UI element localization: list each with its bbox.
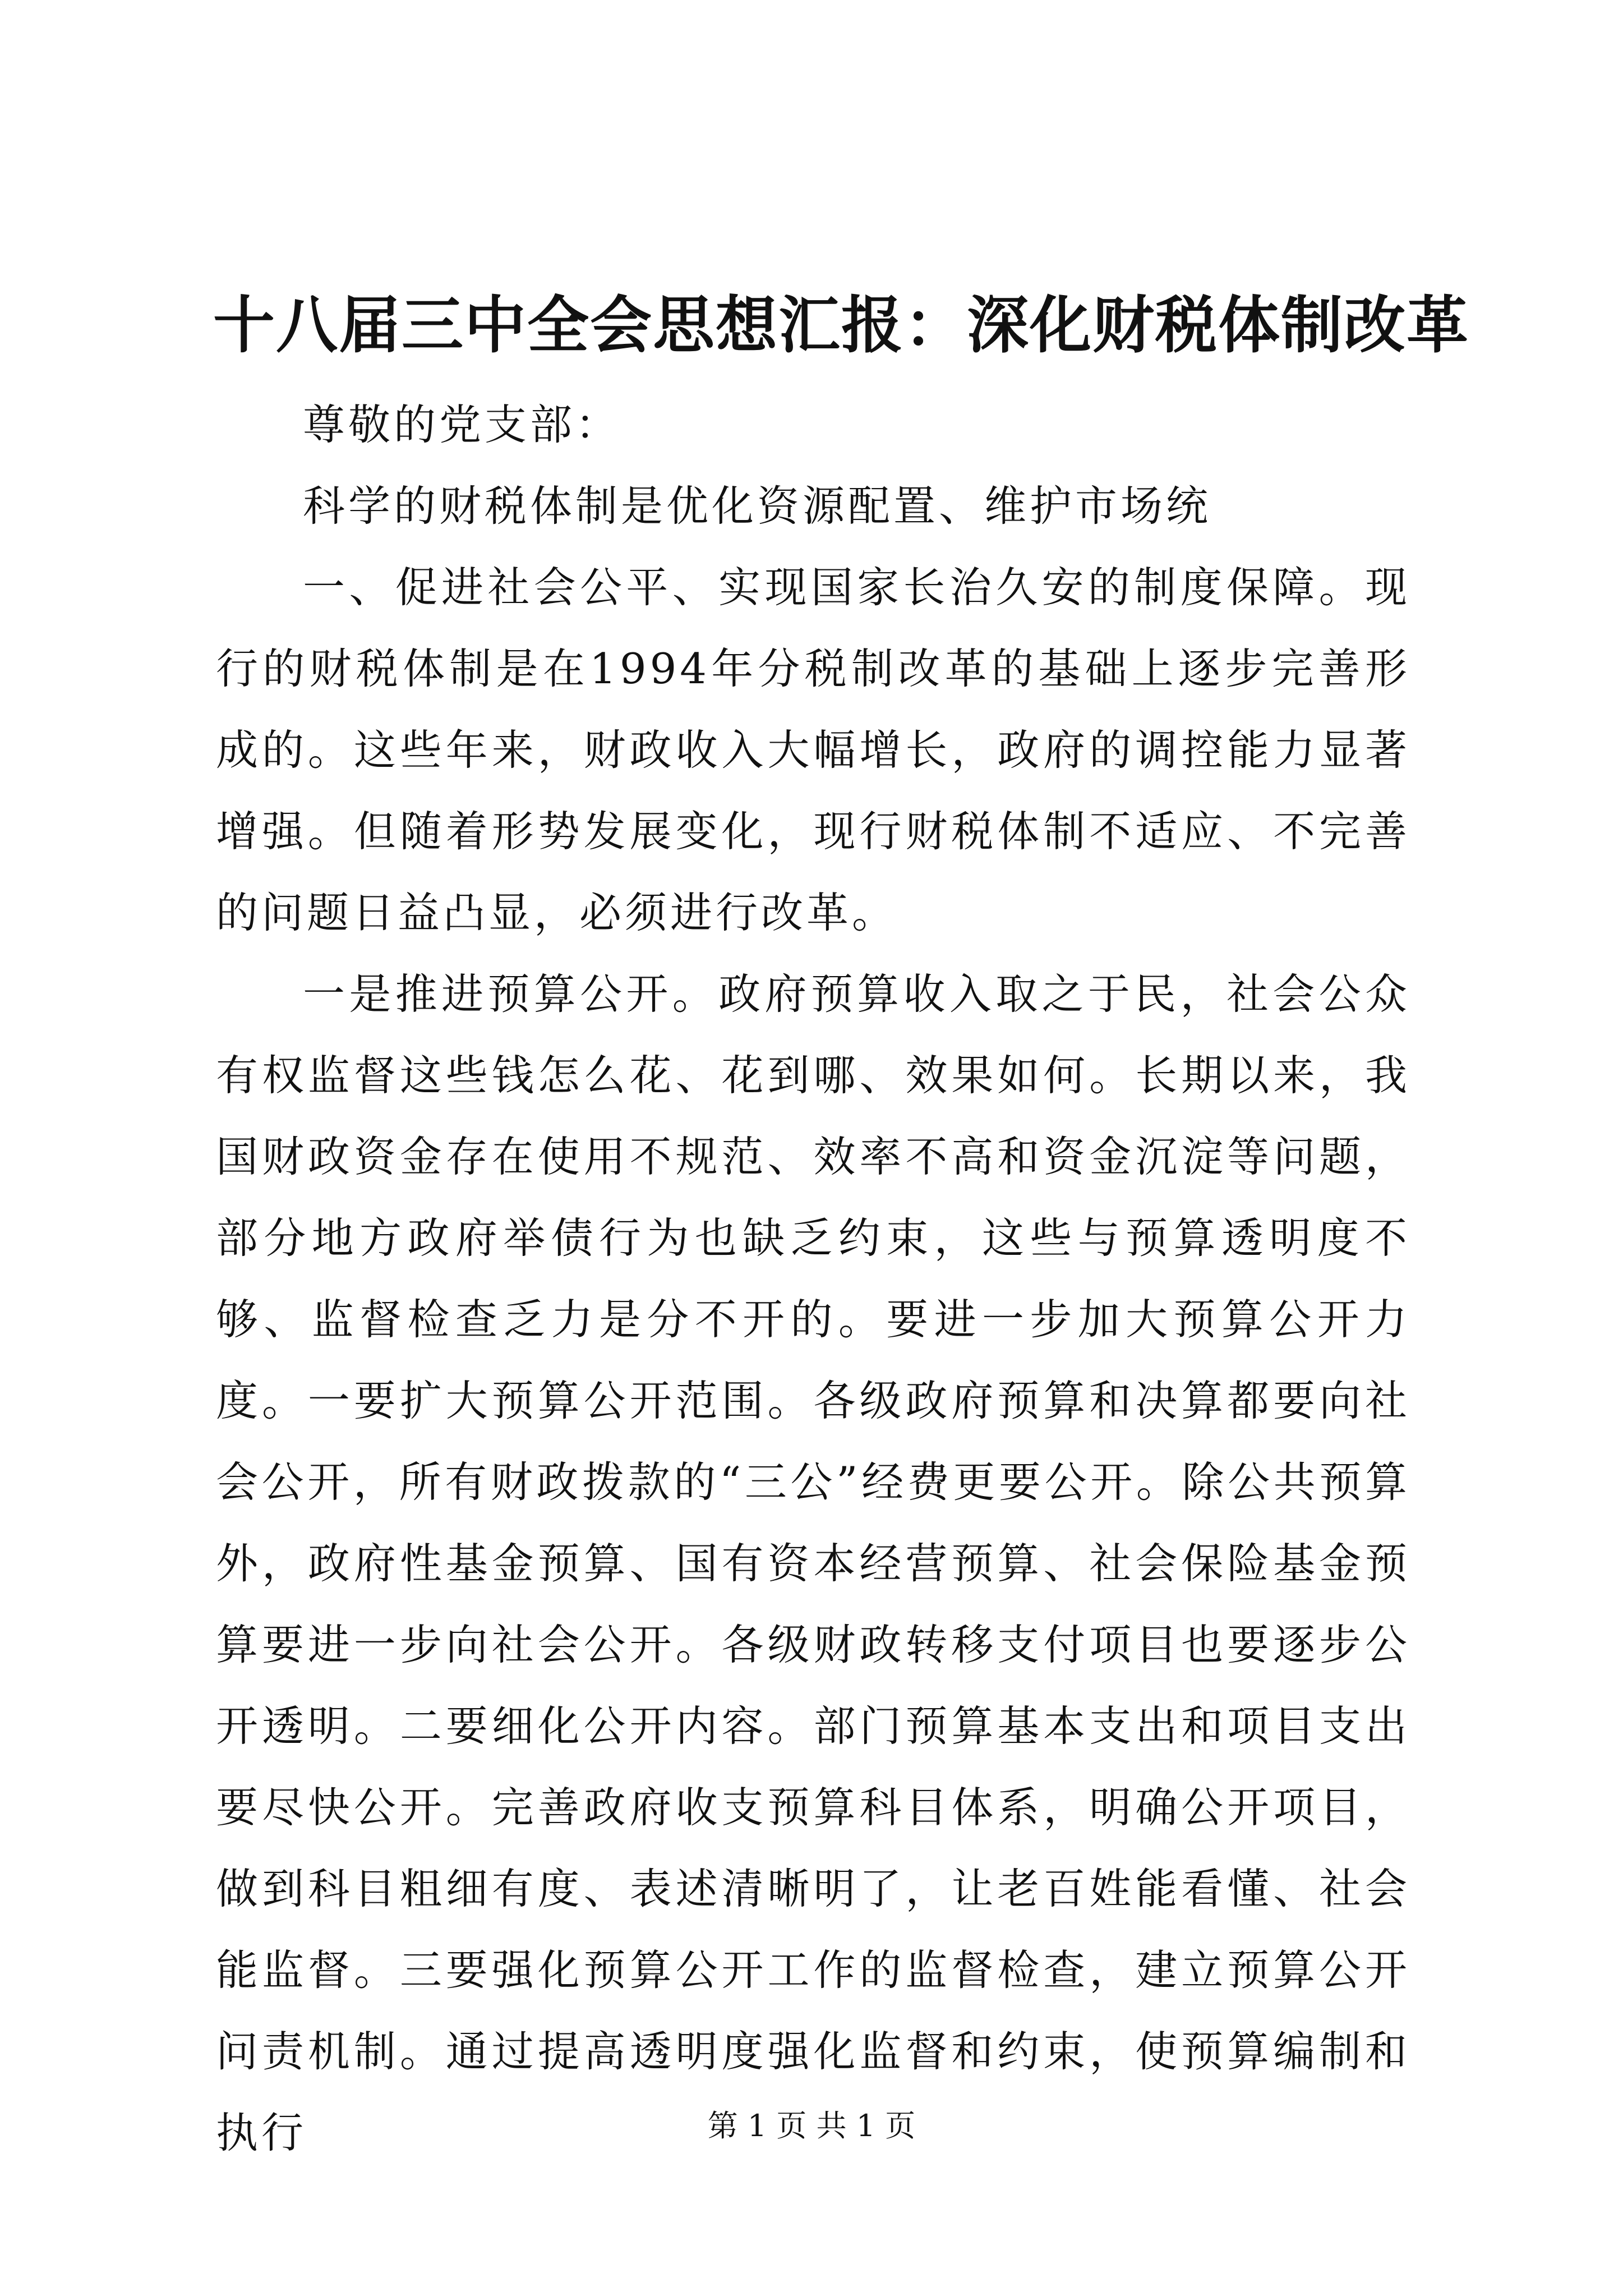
document-body (216, 384, 1410, 2174)
paragraph-1: 科学的财税体制是优化资源配置、维护市场统 (303, 481, 1212, 531)
page-footer: 第 1 页 共 1 页 (707, 2108, 916, 2143)
paragraph-3: 一是推进预算公开。政府预算收入取之于民，社会公众有权监督这些钱怎么花、花到哪、效果如何。长期以来，我国财政资金存在使用不规范、效率不高和资金沉淀等问题，部分地方政府举债行为也缺乏约束，这些与预算透明度不够、监督检查乏力是分不开的。要进一步加大预算公开力度。一要扩大预算公开范围。各级政府预算和决算都要向社会公开，所有财政拨款的“三公”经费更要公开。除公共预算外，政府性基金预算、国有资本经营预算、社会保险基金预算要进一步向社会公开。各级财政转移支付项目也要逐步公开透明。二要细化公开内容。部门预算基本支出和项目支出要尽快公开。完善政府收支预算科目体系，明确公开项目，做到科目粗细有度、表述清晰明了，让老百姓能看懂、社会能监督。三要强化预算公开工作的监督检查，建立预算公开问责机制。通过提高透明度强化监督和约束，使预算编制和执行 (216, 969, 1410, 2157)
salutation: 尊敬的党支部： (303, 400, 621, 449)
document-title: 十八届三中全会思想汇报：深化财税体制改革 (213, 289, 1469, 361)
paragraph-2: 一、促进社会公平、实现国家长治久安的制度保障。现行的财税体制是在1994年分税制改革的基础上逐步完善形成的。这些年来，财政收入大幅增长，政府的调控能力显著增强。但随着形势发展变化，现行财税体制不适应、不完善的问题日益凸显，必须进行改革。 (216, 563, 1410, 937)
